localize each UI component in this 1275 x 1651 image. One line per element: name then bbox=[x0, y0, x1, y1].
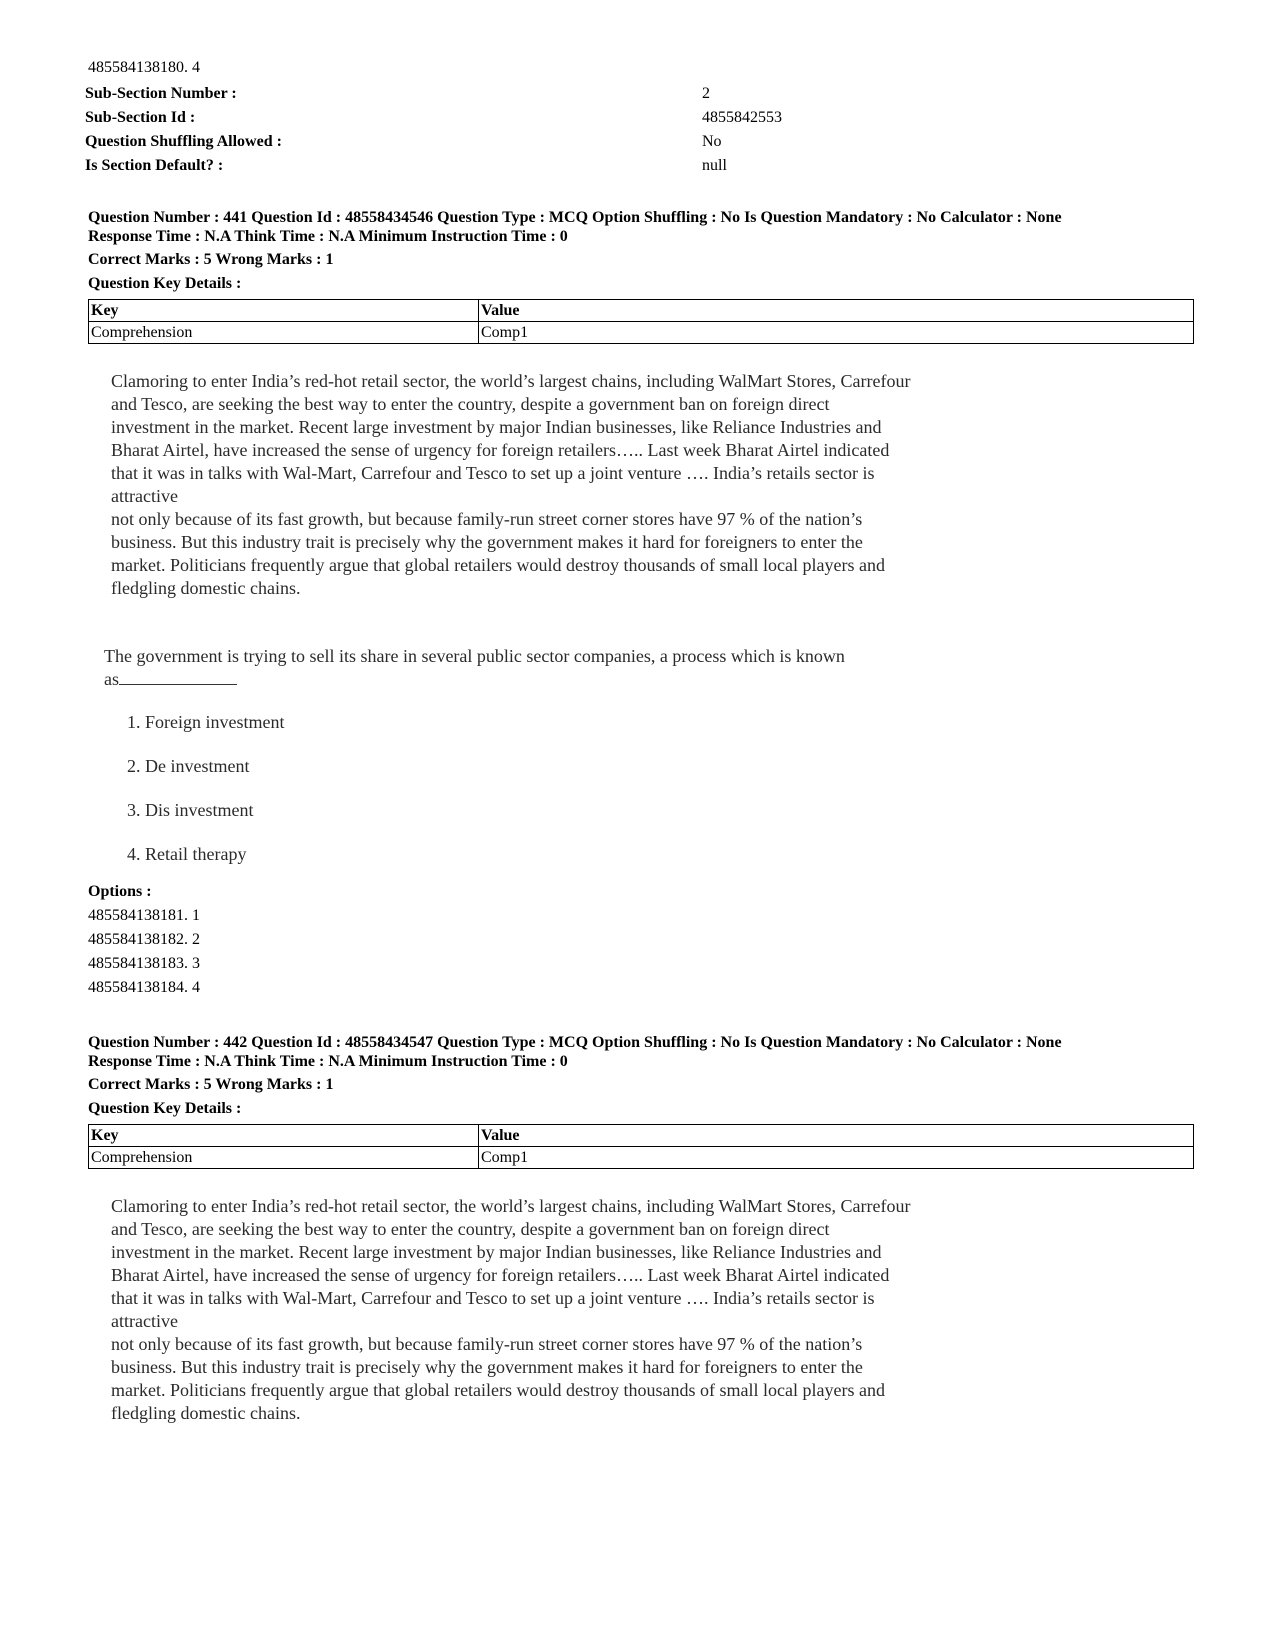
passage-line: market. Politicians frequently argue that global retailers would destroy thousands of small local players and bbox=[111, 1380, 885, 1400]
question-stem-line: The government is trying to sell its share in several public sector companies, a process which is known bbox=[104, 646, 845, 666]
table-cell-key: Comprehension bbox=[89, 322, 479, 344]
question-timing: Response Time : N.A Think Time : N.A Minimum Instruction Time : 0 bbox=[88, 1053, 568, 1070]
key-details-table bbox=[88, 299, 1194, 344]
key-details-label: Question Key Details : bbox=[88, 1100, 242, 1117]
comprehension-passage bbox=[111, 1195, 991, 1425]
table-cell-value: Comp1 bbox=[479, 1147, 1194, 1169]
table-cell-value: Comp1 bbox=[479, 322, 1194, 344]
answer-choice: 3. Dis investment bbox=[127, 800, 254, 820]
passage-line: Bharat Airtel, have increased the sense of urgency for foreign retailers….. Last week Bharat Airtel indicated bbox=[111, 1265, 890, 1285]
sub-section-number-label: Sub-Section Number : bbox=[85, 85, 237, 102]
passage-line: that it was in talks with Wal-Mart, Carrefour and Tesco to set up a joint venture …. India’s retails sector is bbox=[111, 1288, 875, 1308]
passage-line: investment in the market. Recent large investment by major Indian businesses, like Reliance Industries and bbox=[111, 1242, 882, 1262]
passage-line: Clamoring to enter India’s red-hot retail sector, the world’s largest chains, including WalMart Stores, Carrefour bbox=[111, 371, 911, 391]
comprehension-passage bbox=[111, 370, 991, 600]
table-row bbox=[89, 322, 1194, 344]
question-timing: Response Time : N.A Think Time : N.A Minimum Instruction Time : 0 bbox=[88, 228, 568, 245]
option-id-line: 485584138181. 1 bbox=[88, 907, 200, 924]
question-stem bbox=[104, 645, 964, 691]
answer-choice: 4. Retail therapy bbox=[127, 844, 247, 864]
option-id-line: 485584138183. 3 bbox=[88, 955, 200, 972]
sub-section-id-value: 4855842553 bbox=[702, 109, 782, 126]
table-header-value: Value bbox=[479, 1125, 1194, 1147]
passage-line: that it was in talks with Wal-Mart, Carrefour and Tesco to set up a joint venture …. India’s retails sector is bbox=[111, 463, 875, 483]
passage-line: Clamoring to enter India’s red-hot retail sector, the world’s largest chains, including WalMart Stores, Carrefour bbox=[111, 1196, 911, 1216]
options-label: Options : bbox=[88, 883, 152, 900]
passage-line: and Tesco, are seeking the best way to enter the country, despite a government ban on foreign direct bbox=[111, 394, 830, 414]
passage-line: Bharat Airtel, have increased the sense of urgency for foreign retailers….. Last week Bharat Airtel indicated bbox=[111, 440, 890, 460]
question-shuffling-value: No bbox=[702, 133, 722, 150]
passage-line: fledgling domestic chains. bbox=[111, 578, 301, 598]
passage-line: business. But this industry trait is precisely why the government makes it hard for foreigners to enter the bbox=[111, 532, 863, 552]
sub-section-id-label: Sub-Section Id : bbox=[85, 109, 196, 126]
passage-line: not only because of its fast growth, but because family-run street corner stores have 97 % of the nation’s bbox=[111, 509, 863, 529]
question-stem-as: as bbox=[104, 669, 119, 689]
passage-line: investment in the market. Recent large investment by major Indian businesses, like Reliance Industries and bbox=[111, 417, 882, 437]
table-header-key: Key bbox=[89, 300, 479, 322]
sub-section-number-value: 2 bbox=[702, 85, 710, 102]
question-shuffling-label: Question Shuffling Allowed : bbox=[85, 133, 282, 150]
key-details-label: Question Key Details : bbox=[88, 275, 242, 292]
passage-line: not only because of its fast growth, but because family-run street corner stores have 97 % of the nation’s bbox=[111, 1334, 863, 1354]
passage-line: and Tesco, are seeking the best way to enter the country, despite a government ban on foreign direct bbox=[111, 1219, 830, 1239]
section-default-label: Is Section Default? : bbox=[85, 157, 224, 174]
passage-line: attractive bbox=[111, 486, 178, 506]
option-id-line: 485584138184. 4 bbox=[88, 979, 200, 996]
question-header: Question Number : 442 Question Id : 48558434547 Question Type : MCQ Option Shuffling : No Is Question Mandatory : No Calculator : None bbox=[88, 1034, 1062, 1051]
passage-line: market. Politicians frequently argue that global retailers would destroy thousands of small local players and bbox=[111, 555, 885, 575]
table-header-row bbox=[89, 1125, 1194, 1147]
passage-line: attractive bbox=[111, 1311, 178, 1331]
option-id-line: 485584138182. 2 bbox=[88, 931, 200, 948]
table-header-value: Value bbox=[479, 300, 1194, 322]
question-stem-line bbox=[104, 668, 964, 691]
table-header-key: Key bbox=[89, 1125, 479, 1147]
key-details-table bbox=[88, 1124, 1194, 1169]
table-row bbox=[89, 1147, 1194, 1169]
previous-option-line: 485584138180. 4 bbox=[88, 59, 200, 76]
answer-choice: 1. Foreign investment bbox=[127, 712, 285, 732]
passage-line: fledgling domestic chains. bbox=[111, 1403, 301, 1423]
table-header-row bbox=[89, 300, 1194, 322]
passage-line: business. But this industry trait is precisely why the government makes it hard for foreigners to enter the bbox=[111, 1357, 863, 1377]
answer-choice: 2. De investment bbox=[127, 756, 250, 776]
table-cell-key: Comprehension bbox=[89, 1147, 479, 1169]
question-marks: Correct Marks : 5 Wrong Marks : 1 bbox=[88, 1076, 334, 1093]
question-header: Question Number : 441 Question Id : 48558434546 Question Type : MCQ Option Shuffling : No Is Question Mandatory : No Calculator : None bbox=[88, 209, 1062, 226]
section-default-value: null bbox=[702, 157, 727, 174]
answer-blank bbox=[119, 668, 237, 685]
question-marks: Correct Marks : 5 Wrong Marks : 1 bbox=[88, 251, 334, 268]
